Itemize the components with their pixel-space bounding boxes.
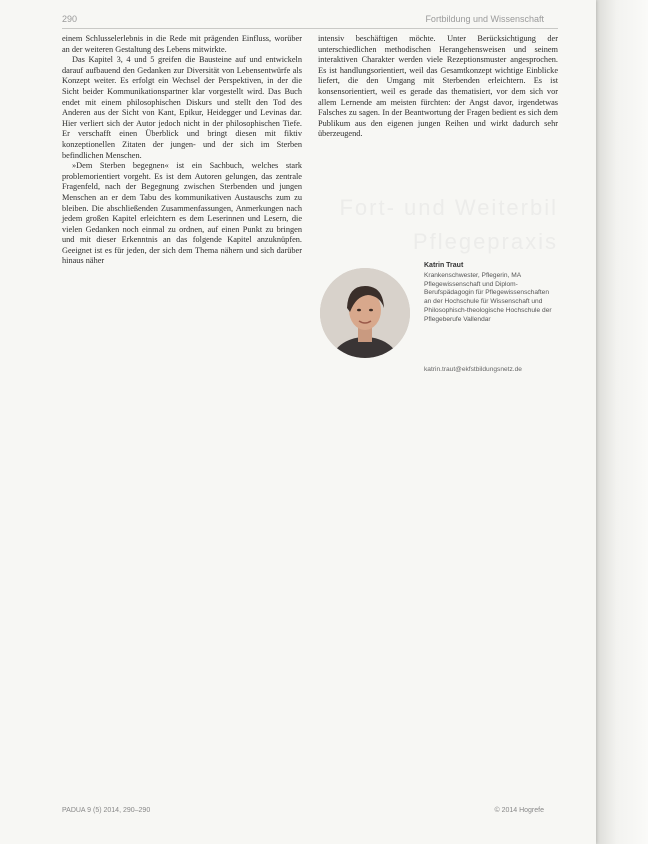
- left-paragraph: einem Schlusselerlebnis in die Rede mit prägenden Einfluss, worüber an der weiteren Gestaltung des Lebens mitwirkte.: [62, 34, 302, 54]
- facing-page-edge: [596, 0, 648, 844]
- journal-citation: PADUA 9 (5) 2014, 290–290: [62, 807, 151, 814]
- author-description: Krankenschwester, Pflegerin, MA Pflegewissenschaft und Diplom-Berufspädagogin für Pflegewissenschaften an der Hochschule für Wissenschaft und Philosophisch-theologische Hochschule der Pflegeberufe Vallendar: [424, 271, 552, 323]
- left-paragraph: Das Kapitel 3, 4 und 5 greifen die Bausteine auf und entwickeln darauf aufbauend den Gedanken zur Diversität von Lebensentwürfe als Konzept weiter. Es erfolgt ein Wechsel der Perspektiven, in der die Sicht beider Kommunikationspartner klar vorgestellt wird. Das Buch endet mit einem philosophischen Diskurs und stellt den Tod des Anderen aus der Sicht von Kant, Epikur, Heidegger und Levinas dar. Hier verliert sich der Autor jedoch nicht in der philosophischen Tiefe. Er verschafft einen Überblick und bringt diesen mit fiktiv konzeptionellen Zitaten der jungen- und der sich im Sterben befindlichen Menschen.: [62, 55, 302, 160]
- right-paragraph: intensiv beschäftigen möchte. Unter Berücksichtigung der unterschiedlichen methodischen Herangehensweisen und seinem interaktiven Charakter werden viele Rezeptionsmuster angesprochen. Es ist handlungsorientiert, weil das Gesamtkonzept wichtige Einblicke liefert, die den Umgang mit Sterbenden erleichtern. Es ist konsensorientiert, weil es gerade das thematisiert, vor dem sich vor allem Lernende am meisten fürchten: der Angst davor, irgendetwas Falsches zu sagen. In der Beantwortung der Fragen bedient es sich dem Publikum aus den eigenen jungen Reihen und wirkt dadurch sehr überzeugend.: [318, 34, 558, 139]
- header-rule: [62, 28, 558, 29]
- author-bio: [424, 262, 558, 325]
- portrait-image: [320, 268, 410, 358]
- author-name: Katrin Traut: [424, 262, 464, 269]
- copyright: © 2014 Hogrefe: [494, 807, 544, 814]
- left-paragraph: »Dem Sterben begegnen« ist ein Sachbuch, welches stark problemorientiert vorgeht. Es ist dem Autoren gelungen, das zentrale Fragenfeld, nach der Begegnung zwischen Sterbenden und jungen Menschen an er dem Tabu des kommunikativen Austauschs zum zu bleiben. Die abschließenden Zusammenfassungen, Anmerkungen nach jedem großen Kapitel erleichtern es dem Leserinnen und Lesern, die vielen Gedanken noch einmal zu ordnen, auf einen Punkt zu bringen und mit dieser Erkenntnis an das folgende Kapitel anzuknüpfen. Geeignet ist es für jeden, der sich dem Thema nähern und sich darüber hinaus näher: [62, 161, 302, 266]
- left-column: [62, 34, 302, 267]
- page-number: 290: [62, 14, 78, 24]
- running-title: Fortbildung und Wissenschaft: [425, 14, 544, 24]
- right-column: [318, 34, 558, 140]
- ghost-heading: Pflegepraxis: [412, 229, 558, 254]
- author-email[interactable]: katrin.traut@ekfstbildungsnetz.de: [424, 366, 522, 373]
- ghost-heading: Fort- und Weiterbil: [339, 195, 558, 220]
- author-portrait: [320, 268, 410, 358]
